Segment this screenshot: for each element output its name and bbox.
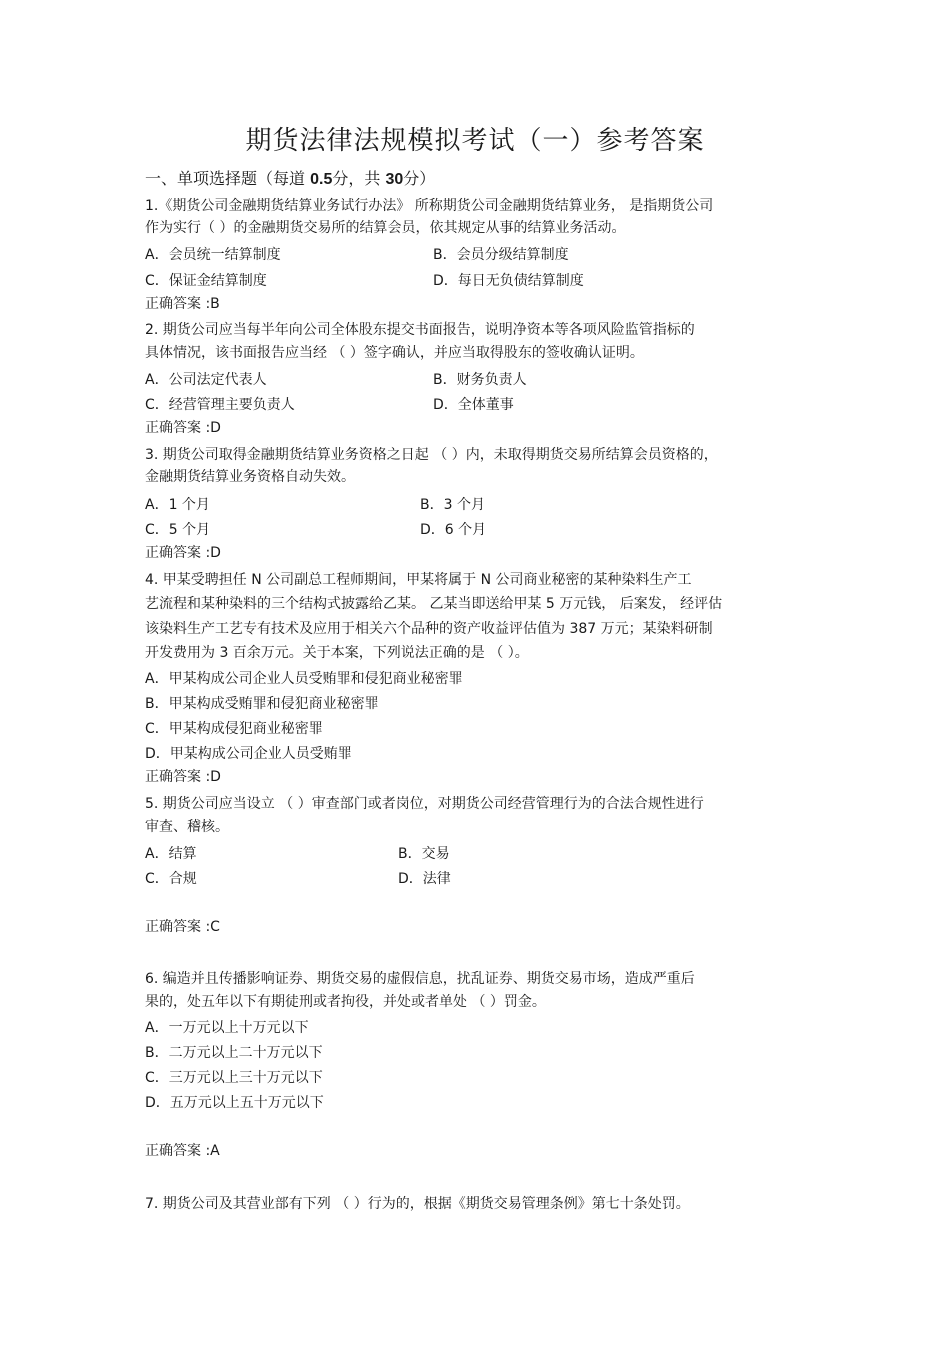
question-1-option-d: D．每日无负债结算制度: [433, 273, 584, 289]
section-suffix: 分）: [403, 169, 436, 188]
question-5-stem-line-2: 审查、稽核。: [145, 819, 229, 835]
section-mid: 分，共: [332, 169, 381, 188]
question-6-stem-line-1: 6. 编造并且传播影响证券、期货交易的虚假信息，扰乱证券、期货交易市场，造成严重后: [145, 971, 695, 987]
question-5-option-b: B．交易: [398, 846, 450, 862]
section-heading: [145, 168, 435, 191]
question-6-option-b: B．二万元以上二十万元以下: [145, 1045, 323, 1061]
question-6-option-c: C．三万元以上三十万元以下: [145, 1070, 323, 1086]
question-6-option-d: D．五万元以上五十万元以下: [145, 1095, 324, 1111]
section-score-each: 0.5: [310, 171, 333, 188]
question-5-answer: 正确答案 :C: [145, 919, 220, 935]
question-3-stem-line-2: 金融期货结算业务资格自动失效。: [145, 469, 355, 485]
question-1-answer: 正确答案 :B: [145, 296, 220, 312]
question-5-option-a: A．结算: [145, 846, 197, 862]
question-4-option-a: A．甲某构成公司企业人员受贿罪和侵犯商业秘密罪: [145, 671, 463, 687]
question-2-option-c: C．经营管理主要负责人: [145, 397, 295, 413]
question-5-option-c: C．合规: [145, 871, 197, 887]
question-1-option-a: A．会员统一结算制度: [145, 247, 281, 263]
question-2-option-d: D．全体董事: [433, 397, 514, 413]
question-1-stem-line-1: 1.《期货公司金融期货结算业务试行办法》 所称期货公司金融期货结算业务， 是指期货公司: [145, 198, 714, 214]
question-6-option-a: A．一万元以上十万元以下: [145, 1020, 309, 1036]
question-3-option-d: D．6 个月: [420, 522, 487, 538]
question-3-answer: 正确答案 :D: [145, 545, 221, 561]
question-5-stem-line-1: 5. 期货公司应当设立 （ ）审查部门或者岗位，对期货公司经营管理行为的合法合规性进行: [145, 796, 704, 812]
question-6-answer: 正确答案 :A: [145, 1143, 220, 1159]
question-4-option-b: B．甲某构成受贿罪和侵犯商业秘密罪: [145, 696, 379, 712]
question-4-option-c: C．甲某构成侵犯商业秘密罪: [145, 721, 323, 737]
question-1-stem-line-2: 作为实行（ ）的金融期货交易所的结算会员，依其规定从事的结算业务活动。: [145, 220, 626, 236]
question-2-stem-line-2: 具体情况，该书面报告应当经 （ ）签字确认，并应当取得股东的签收确认证明。: [145, 345, 644, 361]
question-4-option-d: D．甲某构成公司企业人员受贿罪: [145, 746, 352, 762]
question-3-option-c: C．5 个月: [145, 522, 211, 538]
question-2-stem-line-1: 2. 期货公司应当每半年向公司全体股东提交书面报告，说明净资本等各项风险监管指标的: [145, 322, 695, 338]
question-4-stem-line-1: 4. 甲某受聘担任 N 公司副总工程师期间，甲某将属于 N 公司商业秘密的某种染料生产工: [145, 572, 692, 588]
question-1-option-c: C．保证金结算制度: [145, 273, 267, 289]
section-prefix: 一、单项选择题（每道: [145, 169, 306, 188]
question-5-option-d: D．法律: [398, 871, 451, 887]
question-4-stem-line-2: 艺流程和某种染料的三个结构式披露给乙某。 乙某当即送给甲某 5 万元钱， 后案发， 经评估: [145, 596, 723, 612]
question-3-option-a: A．1 个月: [145, 497, 210, 513]
question-4-stem-line-3: 该染料生产工艺专有技术及应用于相关六个品种的资产收益评估值为 387 万元；某染料研制: [145, 621, 713, 637]
section-total: 30: [385, 171, 404, 188]
question-2-answer: 正确答案 :D: [145, 420, 221, 436]
question-1-option-b: B．会员分级结算制度: [433, 247, 569, 263]
question-4-stem-line-4: 开发费用为 3 百余万元。关于本案，下列说法正确的是 （ ）。: [145, 645, 529, 661]
question-4-answer: 正确答案 :D: [145, 769, 221, 785]
question-3-stem-line-1: 3. 期货公司取得金融期货结算业务资格之日起 （ ）内，未取得期货交易所结算会员资格的，: [145, 447, 718, 463]
page-title: 期货法律法规模拟考试（一）参考答案: [245, 126, 705, 156]
question-3-option-b: B．3 个月: [420, 497, 485, 513]
question-6-stem-line-2: 果的，处五年以下有期徒刑或者拘役，并处或者单处 （ ）罚金。: [145, 994, 546, 1010]
question-7-stem-line-1: 7. 期货公司及其营业部有下列 （ ）行为的，根据《期货交易管理条例》第七十条处罚。: [145, 1196, 690, 1212]
question-2-option-b: B．财务负责人: [433, 372, 527, 388]
question-2-option-a: A．公司法定代表人: [145, 372, 267, 388]
